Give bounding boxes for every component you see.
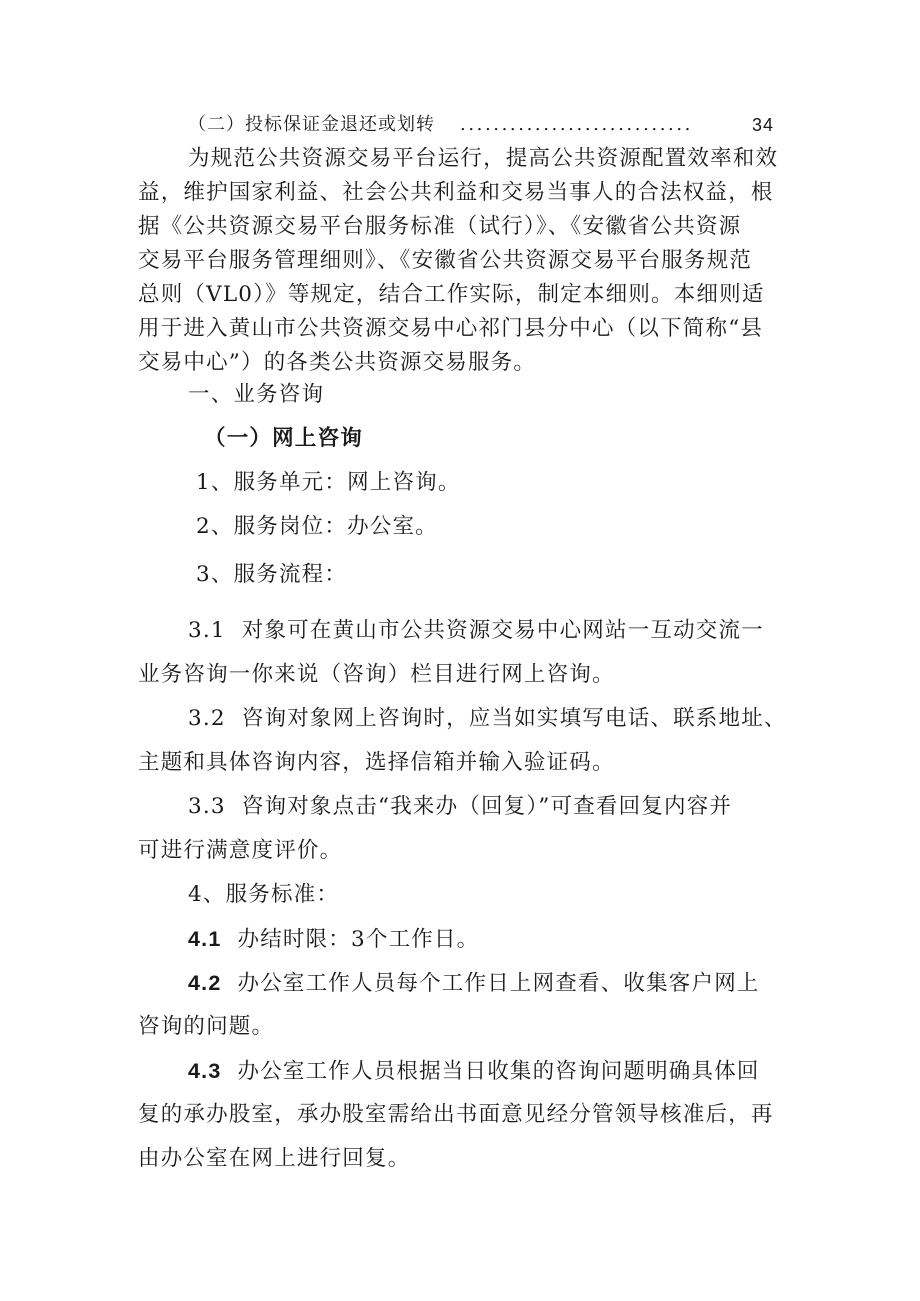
intro-line: 为规范公共资源交易平台运行，提高公共资源配置效率和效	[188, 146, 779, 171]
clause-3-2	[188, 704, 787, 734]
clause-text: 对象可在黄山市公共资源交易中心网站一互动交流一	[241, 618, 764, 643]
toc-entry[interactable]	[188, 110, 788, 140]
section-heading: 一、业务咨询	[188, 382, 325, 407]
intro-line: 交易中心”）的各类公共资源交易服务。	[138, 350, 537, 375]
clause-number: 3.2	[188, 706, 226, 731]
clause-4-3-cont: 由办公室在网上进行回复。	[138, 1146, 411, 1171]
clause-3-1	[188, 616, 764, 646]
clause-number: 4.1	[188, 927, 222, 951]
item-service-post: 2、服务岗位：办公室。	[196, 514, 438, 539]
intro-line: 用于进入黄山市公共资源交易中心祁门县分中心（以下简称“县	[138, 316, 764, 341]
toc-title: （二）投标保证金退还或划转	[188, 114, 435, 135]
clause-4-2-cont: 咨询的问题。	[138, 1014, 275, 1039]
intro-line: 总则（VL0）》等规定，结合工作实际，制定本细则。本细则适	[138, 282, 765, 307]
clause-text: 办结时限：3个工作日。	[237, 927, 480, 952]
intro-line: 益，维护国家利益、社会公共利益和交易当事人的合法权益，根	[138, 180, 774, 205]
clause-4-1	[188, 924, 479, 955]
clause-4-3-cont: 复的承办股室，承办股室需给出书面意见经分管领导核准后，再	[138, 1102, 774, 1127]
clause-text: 咨询对象点击“我来办（回复）”可查看回复内容并	[241, 794, 733, 819]
intro-line: 据《公共资源交易平台服务标准（试行）》、《安徽省公共资源	[138, 214, 742, 239]
toc-leader-dots: ............................	[460, 114, 694, 135]
clause-3-2-cont: 主题和具体咨询内容，选择信箱并输入验证码。	[138, 750, 615, 775]
clause-4-3	[188, 1056, 760, 1087]
item-service-standard: 4、服务标准：	[188, 882, 340, 907]
clause-text: 咨询对象网上咨询时，应当如实填写电话、联系地址、	[241, 706, 787, 731]
item-service-process: 3、服务流程：	[196, 562, 348, 587]
clause-3-3-cont: 可进行满意度评价。	[138, 838, 343, 863]
subsection-heading: （一）网上咨询	[204, 426, 363, 451]
clause-number: 3.1	[188, 618, 226, 643]
clause-number: 4.2	[188, 971, 222, 995]
clause-text: 办公室工作人员根据当日收集的咨询问题明确具体回	[237, 1059, 760, 1084]
clause-3-1-cont: 业务咨询一你来说（咨询）栏目进行网上咨询。	[138, 662, 615, 687]
intro-line: 交易平台服务管理细则》、《安徽省公共资源交易平台服务规范	[138, 248, 753, 273]
clause-4-2	[188, 968, 760, 999]
toc-page-number: 34	[752, 115, 775, 135]
clause-number: 4.3	[188, 1059, 222, 1083]
clause-text: 办公室工作人员每个工作日上网查看、收集客户网上	[237, 971, 760, 996]
clause-3-3	[188, 792, 732, 822]
clause-number: 3.3	[188, 794, 226, 819]
item-service-unit: 1、服务单元：网上咨询。	[196, 470, 461, 495]
